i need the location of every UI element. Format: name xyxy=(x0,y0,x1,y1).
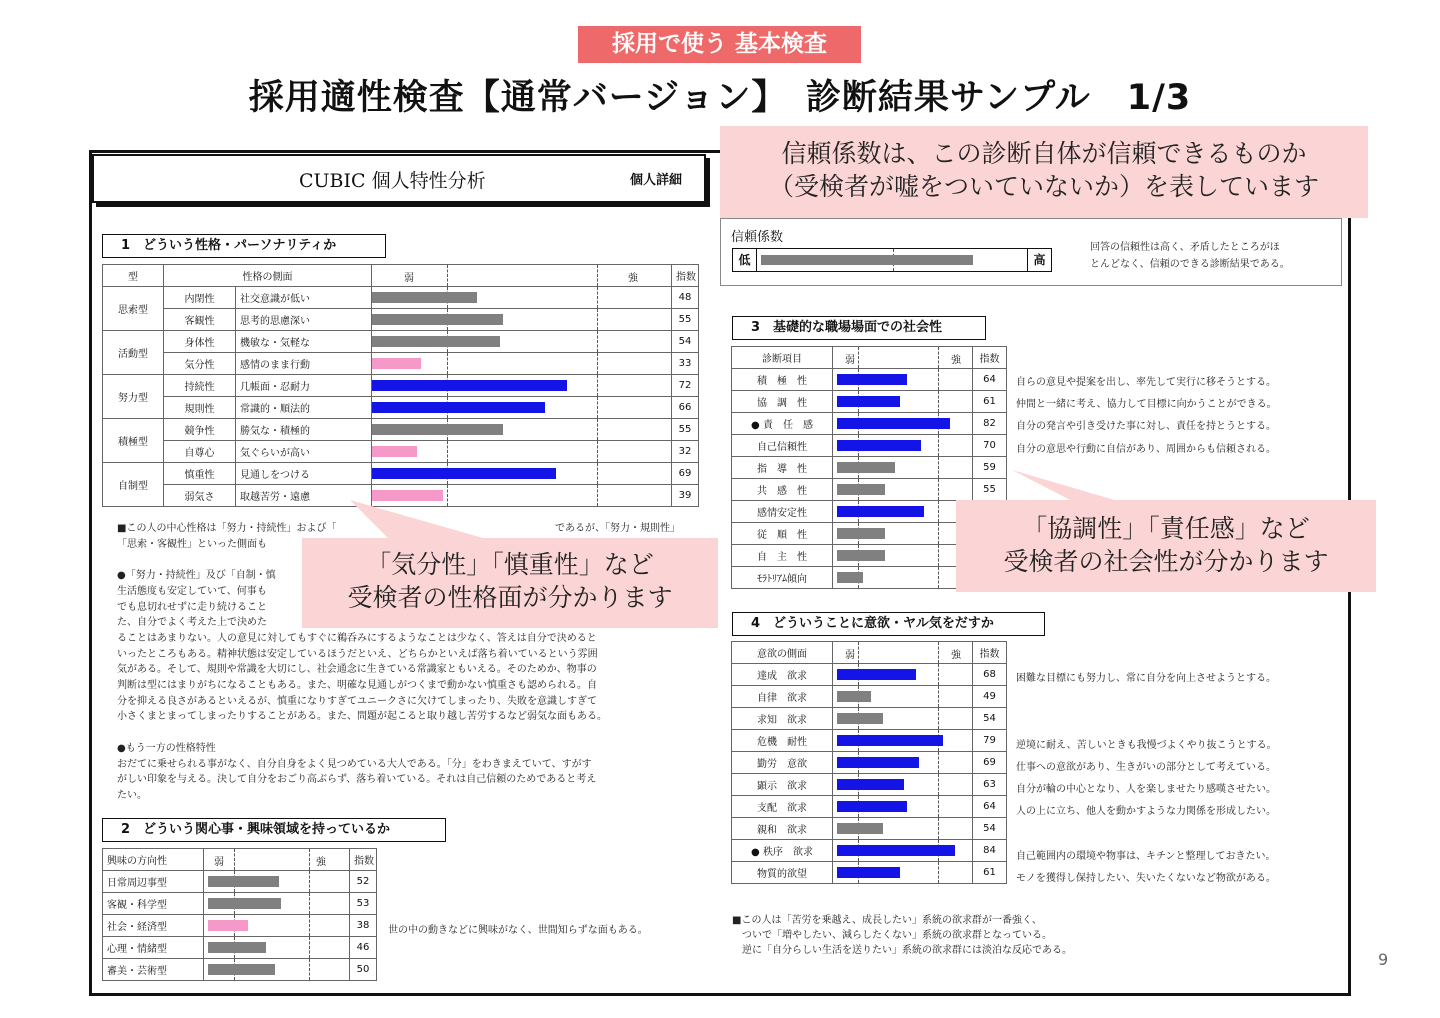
note-line: た、自分でよく考えた上で決めた xyxy=(117,617,267,629)
table-row xyxy=(732,818,1007,840)
item-name: 協 調 性 xyxy=(732,391,833,413)
trait-bar-cell-bar xyxy=(372,314,503,325)
table-row xyxy=(103,375,699,397)
table-row xyxy=(732,862,1007,884)
item-bar-cell-bar xyxy=(837,440,921,451)
table-row xyxy=(732,840,1007,862)
item-bar-cell xyxy=(833,457,973,479)
item-name: 感情安定性 xyxy=(732,501,833,523)
interest-index: 50 xyxy=(350,959,377,981)
trait-desc: 几帳面・忍耐力 xyxy=(236,375,372,397)
trait-name: 気分性 xyxy=(164,353,236,375)
reliability-callout-line2: （受検者が嘘をついていないか）を表しています xyxy=(768,172,1319,201)
table-row xyxy=(103,441,699,463)
trait-bar-cell xyxy=(372,463,672,485)
item-name: 自 主 性 xyxy=(732,545,833,567)
personality-callout-line2: 受検者の性格面が分かります xyxy=(347,583,673,612)
item-bar-cell xyxy=(833,730,973,752)
type-cell: 活動型 xyxy=(103,331,164,375)
strong-label: 強 xyxy=(951,355,961,366)
item-bar-cell xyxy=(833,774,973,796)
table-row xyxy=(732,457,1007,479)
trait-index: 72 xyxy=(672,375,699,397)
trait-bar-cell-bar xyxy=(372,358,421,369)
note-line xyxy=(117,725,677,741)
trait-bar-cell xyxy=(372,375,672,397)
item-bar-cell-bar xyxy=(837,396,900,407)
item-index: 63 xyxy=(973,774,1007,796)
note-line: ■この人の中心性格は「努力・持続性」および「 xyxy=(117,523,337,534)
table-row xyxy=(103,915,377,937)
trait-bar-cell xyxy=(372,331,672,353)
item-bar-cell xyxy=(833,413,973,435)
trait-bar-cell-bar xyxy=(372,336,500,347)
interest-name: 社会・経済型 xyxy=(103,915,204,937)
personality-callout xyxy=(302,538,718,628)
item-comment: 自己範囲内の環境や物事は、キチンと整理しておきたい。 xyxy=(1016,850,1276,862)
section3-title: 3 基礎的な職場場面での社会性 xyxy=(732,316,986,340)
interest-bar-cell xyxy=(204,915,350,937)
interest-index: 38 xyxy=(350,915,377,937)
note-line: がしい印象を与える。決して自分をおごり高ぶらず、落ち着いている。それは自己信頼のためであると考え xyxy=(117,774,597,786)
strong-label: 強 xyxy=(951,650,961,661)
trait-name: 慎重性 xyxy=(164,463,236,485)
reliability-callout xyxy=(720,126,1368,218)
item-bar-cell-bar xyxy=(837,713,883,724)
item-index: 68 xyxy=(973,664,1007,686)
table-header-row xyxy=(732,642,1007,664)
item-bar-cell-bar xyxy=(837,867,900,878)
note-fragment: であるが、「努力・規則性」 xyxy=(555,523,675,534)
report-title: CUBIC 個人特性分析 xyxy=(299,170,486,192)
trait-name: 競争性 xyxy=(164,419,236,441)
col-aspect: 興味の方向性 xyxy=(103,849,204,871)
interest-index: 53 xyxy=(350,893,377,915)
item-bar-cell xyxy=(833,752,973,774)
item-name: ﾓﾗﾄﾘｱﾑ傾向 xyxy=(732,567,833,589)
item-name: 支配 欲求 xyxy=(732,796,833,818)
interest-bar-cell xyxy=(204,937,350,959)
trait-bar-cell xyxy=(372,287,672,309)
interest-name: 審美・芸術型 xyxy=(103,959,204,981)
trait-index: 48 xyxy=(672,287,699,309)
table-row xyxy=(732,435,1007,457)
item-bar-cell xyxy=(833,369,973,391)
type-cell: 思索型 xyxy=(103,287,164,331)
type-cell: 積極型 xyxy=(103,419,164,463)
report-detail-label: 個人詳細 xyxy=(630,173,683,188)
note-line: ることはあまりない。人の意見に対してもすぐに鵜呑みにするようなことは少なく、答えは自分で決めると xyxy=(117,632,597,644)
trait-name: 持続性 xyxy=(164,375,236,397)
interest-name: 心理・情緒型 xyxy=(103,937,204,959)
trait-bar-cell xyxy=(372,441,672,463)
trait-name: 客観性 xyxy=(164,309,236,331)
table-row xyxy=(103,463,699,485)
reliability-meter xyxy=(732,248,1052,272)
table-row xyxy=(732,730,1007,752)
interest-bar-cell xyxy=(204,959,350,981)
section1-title: 1 どういう性格・パーソナリティか xyxy=(102,234,386,258)
reliability-high-label: 高 xyxy=(1027,249,1051,271)
table-row xyxy=(732,479,1007,501)
item-index: 61 xyxy=(973,391,1007,413)
interest-bar-cell-bar xyxy=(208,898,281,909)
item-bar-cell xyxy=(833,708,973,730)
trait-index: 39 xyxy=(672,485,699,507)
note-line: ■この人は「苦労を乗越え、成長したい」系統の欲求群が一番強く、 xyxy=(732,915,1042,926)
page-title: 採用適性検査【通常バージョン】 診断結果サンプル 1/3 xyxy=(248,78,1192,118)
item-bar-cell-bar xyxy=(837,528,885,539)
item-comment: 自分の意思や行動に自信があり、周囲からも信頼される。 xyxy=(1016,443,1276,455)
note-line: おだてに乗せられる事がなく、自分自身をよく見つめている大人である。「分」をわきまえていて、すがす xyxy=(117,758,592,770)
interest-comment: 世の中の動きなどに興味がなく、世間知らずな面もある。 xyxy=(388,925,648,936)
trait-name: 自尊心 xyxy=(164,441,236,463)
note-line: いったところもある。精神状態は安定しているほうだといえ、どちらかといえば落ち着いているという雰囲 xyxy=(117,648,598,660)
note-line: 逆に「自分らしい生活を送りたい」系統の欲求群には淡泊な反応である。 xyxy=(732,945,1072,956)
trait-name: 内閉性 xyxy=(164,287,236,309)
trait-desc: 気ぐらいが高い xyxy=(236,441,372,463)
trait-index: 55 xyxy=(672,309,699,331)
trait-desc: 思考的思慮深い xyxy=(236,309,372,331)
item-name: 自己信頼性 xyxy=(732,435,833,457)
table-row xyxy=(732,774,1007,796)
item-bar-cell-bar xyxy=(837,735,943,746)
item-bar-cell xyxy=(833,567,973,589)
note-line: ●「努力・持続性」及び「自制・慎 xyxy=(117,570,276,582)
item-name: 達成 欲求 xyxy=(732,664,833,686)
item-name: 共 感 性 xyxy=(732,479,833,501)
item-name: 親和 欲求 xyxy=(732,818,833,840)
trait-bar-cell-bar xyxy=(372,468,556,479)
item-index: 61 xyxy=(973,862,1007,884)
item-bar-cell-bar xyxy=(837,418,950,429)
table-row xyxy=(103,397,699,419)
item-bar-cell-bar xyxy=(837,550,885,561)
col-item: 意欲の側面 xyxy=(732,642,833,664)
note-line: 判断は型にはまりがちになることもある。また、明確な見通しがつくまで動かない慎重さも認められる。自 xyxy=(117,680,597,692)
table-row xyxy=(103,893,377,915)
col-bar xyxy=(372,265,672,287)
note-line: でも息切れせずに走り続けること xyxy=(117,601,267,613)
trait-desc: 常識的・順法的 xyxy=(236,397,372,419)
trait-bar-cell xyxy=(372,419,672,441)
item-index: 79 xyxy=(973,730,1007,752)
col-bar xyxy=(833,642,973,664)
table-header-row xyxy=(103,265,699,287)
item-bar-cell-bar xyxy=(837,691,871,702)
trait-index: 32 xyxy=(672,441,699,463)
item-index: 54 xyxy=(973,708,1007,730)
item-bar-cell-bar xyxy=(837,823,883,834)
item-bar-cell-bar xyxy=(837,801,907,812)
trait-name: 身体性 xyxy=(164,331,236,353)
weak-label: 弱 xyxy=(845,650,855,661)
table-row xyxy=(103,959,377,981)
item-bar-cell-bar xyxy=(837,779,904,790)
item-bar-cell-bar xyxy=(837,757,919,768)
table-header-row xyxy=(103,849,377,871)
interest-bar-cell xyxy=(204,871,350,893)
note-line: ●もう一方の性格特性 xyxy=(117,742,216,754)
trait-index: 69 xyxy=(672,463,699,485)
note-line: 「思索・客観性」といった側面も xyxy=(117,538,267,550)
reliability-label: 信頼係数 xyxy=(731,230,784,245)
item-bar-cell-bar xyxy=(837,484,885,495)
item-comment: 自らの意見や提案を出し、率先して実行に移そうとする。 xyxy=(1016,377,1276,388)
reliability-callout-line1: 信頼係数は、この診断自体が信頼できるものか xyxy=(781,139,1307,168)
item-index: 70 xyxy=(973,435,1007,457)
table-row xyxy=(103,871,377,893)
item-bar-cell xyxy=(833,862,973,884)
trait-index: 54 xyxy=(672,331,699,353)
table-header-row xyxy=(732,347,1007,369)
table-row xyxy=(732,664,1007,686)
table-row xyxy=(732,391,1007,413)
weak-label: 弱 xyxy=(404,273,414,284)
note-line: たい。 xyxy=(117,789,147,801)
item-name: 自律 欲求 xyxy=(732,686,833,708)
trait-bar-cell-bar xyxy=(372,292,477,303)
item-bar-cell-bar xyxy=(837,374,907,385)
item-index: 82 xyxy=(973,413,1007,435)
item-bar-cell-bar xyxy=(837,506,924,517)
trait-desc: 機敏な・気軽な xyxy=(236,331,372,353)
item-bar-cell xyxy=(833,479,973,501)
section4-title: 4 どういうことに意欲・ヤル気をだすか xyxy=(732,612,1045,636)
reliability-bar xyxy=(761,255,973,265)
type-cell: 自制型 xyxy=(103,463,164,507)
table-row xyxy=(103,309,699,331)
item-comment: 仲間と一緒に考え、協力して目標に向かうことができる。 xyxy=(1016,399,1277,411)
reliability-low-label: 低 xyxy=(733,249,757,271)
col-bar xyxy=(204,849,350,871)
table-row xyxy=(732,413,1007,435)
item-bar-cell xyxy=(833,523,973,545)
strong-label: 強 xyxy=(316,857,326,868)
item-comment: モノを獲得し保持したい、失いたくないなど物欲がある。 xyxy=(1016,872,1276,884)
table-row xyxy=(732,369,1007,391)
strong-label: 強 xyxy=(628,273,638,284)
trait-bar-cell-bar xyxy=(372,402,545,413)
table-row xyxy=(732,752,1007,774)
item-index: 49 xyxy=(973,686,1007,708)
item-name: 指 導 性 xyxy=(732,457,833,479)
item-comment: 困難な目標にも努力し、常に自分を向上させようとする。 xyxy=(1016,673,1276,684)
trait-bar-cell xyxy=(372,353,672,375)
social-callout-line2: 受検者の社会性が分かります xyxy=(1003,547,1329,576)
item-name: ● 責 任 感 xyxy=(732,413,833,435)
trait-desc: 取越苦労・遠慮 xyxy=(236,485,372,507)
item-comment: 自分が輪の中心となり、人を楽しませたり感嘆させたい。 xyxy=(1016,784,1276,795)
interest-name: 客観・科学型 xyxy=(103,893,204,915)
page-number: 9 xyxy=(1378,950,1389,969)
social-callout-line1: 「協調性」「責任感」など xyxy=(1022,514,1310,543)
item-index: 84 xyxy=(973,840,1007,862)
note-line: ついで「増やしたい、減らしたくない」系統の欲求群となっている。 xyxy=(732,930,1052,941)
item-bar-cell xyxy=(833,391,973,413)
motivation-notes xyxy=(732,913,1252,958)
item-index: 64 xyxy=(973,369,1007,391)
item-bar-cell xyxy=(833,435,973,457)
trait-bar-cell-bar xyxy=(372,446,417,457)
item-bar-cell-bar xyxy=(837,669,916,680)
item-bar-cell xyxy=(833,818,973,840)
category-banner: 採用で使う 基本検査 xyxy=(578,26,861,63)
item-name: 求知 欲求 xyxy=(732,708,833,730)
item-bar-cell xyxy=(833,686,973,708)
table-row xyxy=(103,331,699,353)
personality-table xyxy=(102,264,699,507)
item-comment: 人の上に立ち、他人を動かすような力関係を形成したい。 xyxy=(1016,806,1276,818)
item-bar-cell-bar xyxy=(837,572,863,583)
item-name: 勤労 意欲 xyxy=(732,752,833,774)
social-callout xyxy=(956,500,1376,592)
item-name: 積 極 性 xyxy=(732,369,833,391)
col-bar xyxy=(833,347,973,369)
trait-bar-cell xyxy=(372,309,672,331)
interest-bar-cell-bar xyxy=(208,920,248,931)
item-index: 69 xyxy=(973,752,1007,774)
interest-index: 52 xyxy=(350,871,377,893)
item-name: 物質的欲望 xyxy=(732,862,833,884)
item-index: 54 xyxy=(973,818,1007,840)
item-name: ● 秩序 欲求 xyxy=(732,840,833,862)
personality-callout-line1: 「気分性」「慎重性」など xyxy=(366,550,654,579)
item-name: 顕示 欲求 xyxy=(732,774,833,796)
trait-desc: 見通しをつける xyxy=(236,463,372,485)
weak-label: 弱 xyxy=(214,857,224,868)
item-index: 59 xyxy=(973,457,1007,479)
item-comment: 自分の発言や引き受けた事に対し、責任を持とうとする。 xyxy=(1016,421,1276,433)
item-bar-cell-bar xyxy=(837,462,895,473)
note-line: 生活態度も安定していて、何事も xyxy=(117,585,267,597)
reliability-comment-2: とんどなく、信頼のできる診断結果である。 xyxy=(1090,259,1290,270)
col-type: 型 xyxy=(103,265,164,287)
note-line: 分を抑える良さがあるといえるが、慎重になりすぎてユニークさに欠けてしまったり、失敗を意識しすぎて xyxy=(117,695,597,707)
type-cell: 努力型 xyxy=(103,375,164,419)
weak-label: 弱 xyxy=(845,355,855,366)
trait-bar-cell-bar xyxy=(372,380,567,391)
item-comment: 逆境に耐え、苦しいときも我慢づよくやり抜こうとする。 xyxy=(1016,739,1277,751)
table-row xyxy=(732,796,1007,818)
trait-index: 33 xyxy=(672,353,699,375)
col-index: 指数 xyxy=(973,642,1007,664)
note-line: 小さくまとまってしまったりすることがある。また、問題が起こると取り越し苦労するなど弱気な面もある。 xyxy=(117,711,607,723)
interest-table xyxy=(102,848,377,981)
table-row xyxy=(732,708,1007,730)
item-bar-cell xyxy=(833,664,973,686)
col-item: 診断項目 xyxy=(732,347,833,369)
item-name: 従 順 性 xyxy=(732,523,833,545)
motivation-table xyxy=(731,641,1007,884)
table-row xyxy=(732,686,1007,708)
section2-title: 2 どういう関心事・興味領域を持っているか xyxy=(102,818,446,842)
item-comment: 仕事への意欲があり、生きがいの部分として考えている。 xyxy=(1016,761,1276,773)
trait-bar-cell-bar xyxy=(372,424,503,435)
trait-desc: 社交意識が低い xyxy=(236,287,372,309)
item-bar-cell xyxy=(833,840,973,862)
trait-name: 規則性 xyxy=(164,397,236,419)
col-index: 指数 xyxy=(973,347,1007,369)
item-bar-cell xyxy=(833,501,973,523)
table-row xyxy=(103,353,699,375)
interest-bar-cell-bar xyxy=(208,942,266,953)
item-index: 55 xyxy=(973,479,1007,501)
item-bar-cell xyxy=(833,545,973,567)
item-bar-cell-bar xyxy=(837,845,955,856)
trait-index: 66 xyxy=(672,397,699,419)
trait-name: 弱気さ xyxy=(164,485,236,507)
trait-index: 55 xyxy=(672,419,699,441)
interest-bar-cell-bar xyxy=(208,964,275,975)
col-aspect: 性格の側面 xyxy=(164,265,372,287)
item-index: 64 xyxy=(973,796,1007,818)
item-bar-cell xyxy=(833,796,973,818)
note-line: 気がある。そして、規則や常識を大切にし、社会通念に生きている常識家ともいえる。そのためか、物事の xyxy=(117,664,597,676)
table-row xyxy=(103,419,699,441)
table-row xyxy=(103,937,377,959)
interest-bar-cell-bar xyxy=(208,876,279,887)
table-row xyxy=(103,287,699,309)
col-index: 指数 xyxy=(672,265,699,287)
col-index: 指数 xyxy=(350,849,377,871)
trait-desc: 勝気な・積極的 xyxy=(236,419,372,441)
interest-index: 46 xyxy=(350,937,377,959)
interest-name: 日常周辺事型 xyxy=(103,871,204,893)
item-name: 危機 耐性 xyxy=(732,730,833,752)
reliability-comment-1: 回答の信頼性は高く、矛盾したところがほ xyxy=(1090,242,1280,253)
interest-bar-cell xyxy=(204,893,350,915)
trait-desc: 感情のまま行動 xyxy=(236,353,372,375)
trait-bar-cell xyxy=(372,397,672,419)
